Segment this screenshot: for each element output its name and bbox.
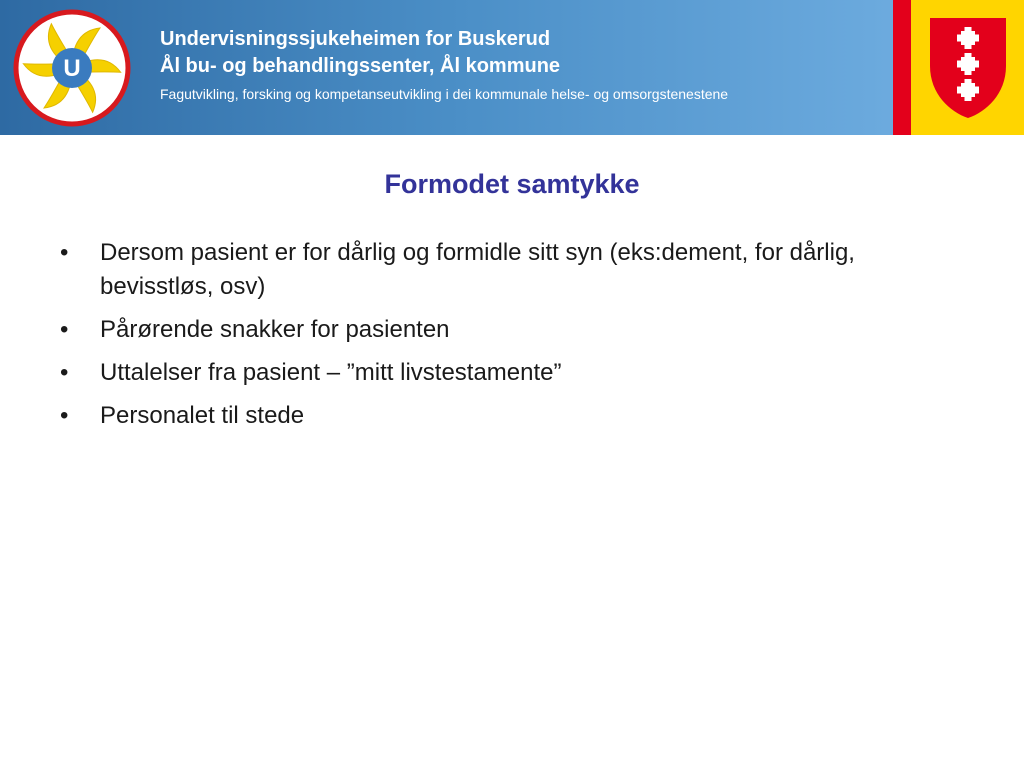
- list-item-text: Pårørende snakker for pasienten: [100, 316, 450, 343]
- list-item-text: Uttalelser fra pasient – ”mitt livstestamente”: [100, 359, 562, 386]
- header-text: [160, 26, 728, 108]
- list-item: [60, 236, 970, 304]
- institution-subtitle: Ål bu- og behandlingssenter, Ål kommune: [160, 55, 561, 77]
- crest-red-stripe: [893, 0, 911, 135]
- list-item: [60, 356, 970, 390]
- list-item: [60, 399, 970, 433]
- bullet-icon: •: [60, 239, 69, 266]
- sun-logo-icon: [12, 8, 132, 128]
- bullet-icon: •: [60, 316, 69, 343]
- slide-title: Formodet samtykke: [384, 169, 640, 199]
- list-item: [60, 313, 970, 347]
- list-item-text: Personalet til stede: [100, 402, 305, 429]
- bullet-list: [60, 236, 970, 442]
- bullet-icon: •: [60, 402, 69, 429]
- logo-letter: U: [63, 55, 81, 82]
- header-banner: [0, 0, 1024, 135]
- list-item-text: Dersom pasient er for dårlig og formidle sitt syn (eks:dement, for dårlig, bevisstløs, osv): [100, 239, 855, 300]
- municipal-crest-icon: [928, 16, 1008, 120]
- bullet-icon: •: [60, 359, 69, 386]
- institution-tagline: Fagutvikling, forsking og kompetanseutvikling i dei kommunale helse- og omsorgstenestene: [160, 86, 729, 102]
- institution-name: Undervisningssjukeheimen for Buskerud: [160, 28, 551, 50]
